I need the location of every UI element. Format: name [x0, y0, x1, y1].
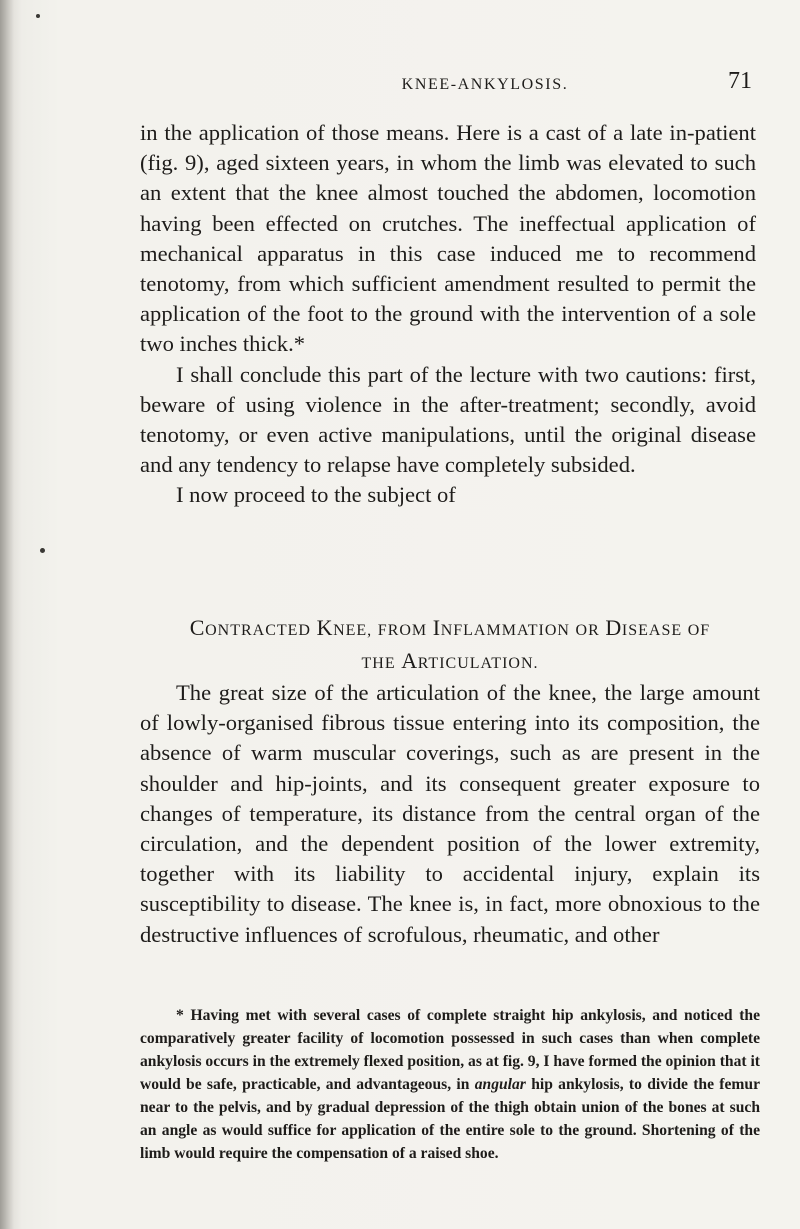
heading-letter: K: [316, 615, 334, 640]
footnote: [140, 1004, 760, 1165]
heading-letter: A: [401, 648, 418, 673]
heading-word: ISEASE: [621, 622, 683, 639]
footnote-text: Having met with several cases of complete straight hip ankylosis, and noticed the comparatively greater facility of locomotion possessed in such cases than when complete ankylosis occurs in the extremely flexed position, as at fig. 9, I have formed the opinion that it would be safe, practicable, and advantageous, in: [140, 1007, 760, 1093]
binding-shadow: [0, 0, 14, 1229]
footnote-marker: *: [176, 1007, 184, 1024]
section-heading: [140, 613, 760, 679]
running-head: [140, 64, 760, 104]
page-number: 71: [728, 68, 752, 94]
ink-speck: [40, 548, 45, 553]
heading-word: OR: [575, 622, 600, 639]
paragraph: The great size of the articulation of the knee, the large amount of lowly-organised fibrous tissue entering into its composition, the absence of warm muscular coverings, such as are present in the shoulder and hip-joints, and its consequent greater exposure to changes of temperature, its distance from the central organ of the circulation, and the dependent position of the lower extremity, together with its liability to accidental injury, explain its susceptibility to disease. The knee is, in fact, more obnoxious to the destructive influences of scrofulous, rheumatic, and other: [140, 680, 760, 947]
footnote-paragraph: [140, 1004, 760, 1165]
footnote-italic-word: angular: [474, 1076, 526, 1093]
paragraph: I shall conclude this part of the lecture with two cautions: first, beware of using violence in the after-treatment; secondly, avoid tenotomy, or even active manipulations, until the original disease and any tendency to relapse have completely subsided.: [140, 361, 756, 478]
heading-word: RTICULATION.: [417, 655, 539, 672]
heading-word: NEE,: [333, 622, 373, 639]
heading-word: FROM: [377, 622, 428, 639]
paragraph: I now proceed to the subject of: [176, 482, 456, 508]
running-title: KNEE-ANKYLOSIS.: [401, 76, 569, 93]
heading-word: NFLAMMATION: [440, 622, 570, 639]
paragraph: in the application of those means. Here is a cast of a late in-patient (fig. 9), aged sixteen years, in whom the limb was elevated to such an extent that the knee almost touched the abdomen, locomotion having been effected on crutches. The ineffectual application of mechanical apparatus in this case induced me to recommend tenotomy, from which sufficient amendment resulted to permit the application of the foot to the ground with the intervention of a sole two inches thick.*: [140, 120, 756, 357]
heading-letter: D: [605, 615, 622, 640]
heading-word: ONTRACTED: [205, 622, 311, 639]
footnote-text: hip ankylosis, to divide the femur near to the pelvis, and by gradual depression of the thigh obtain union of the bones at such an angle as would suffice for application of the entire sole to the ground. Shortening of the limb would require the compensation of a raised shoe.: [140, 1076, 761, 1162]
heading-letter: I: [432, 615, 441, 640]
heading-word: OF: [687, 622, 711, 639]
body-text: [140, 118, 756, 511]
heading-word: THE: [361, 655, 396, 672]
ink-speck: [36, 14, 40, 18]
body-text-continued: [140, 678, 760, 950]
heading-letter: C: [189, 615, 206, 640]
